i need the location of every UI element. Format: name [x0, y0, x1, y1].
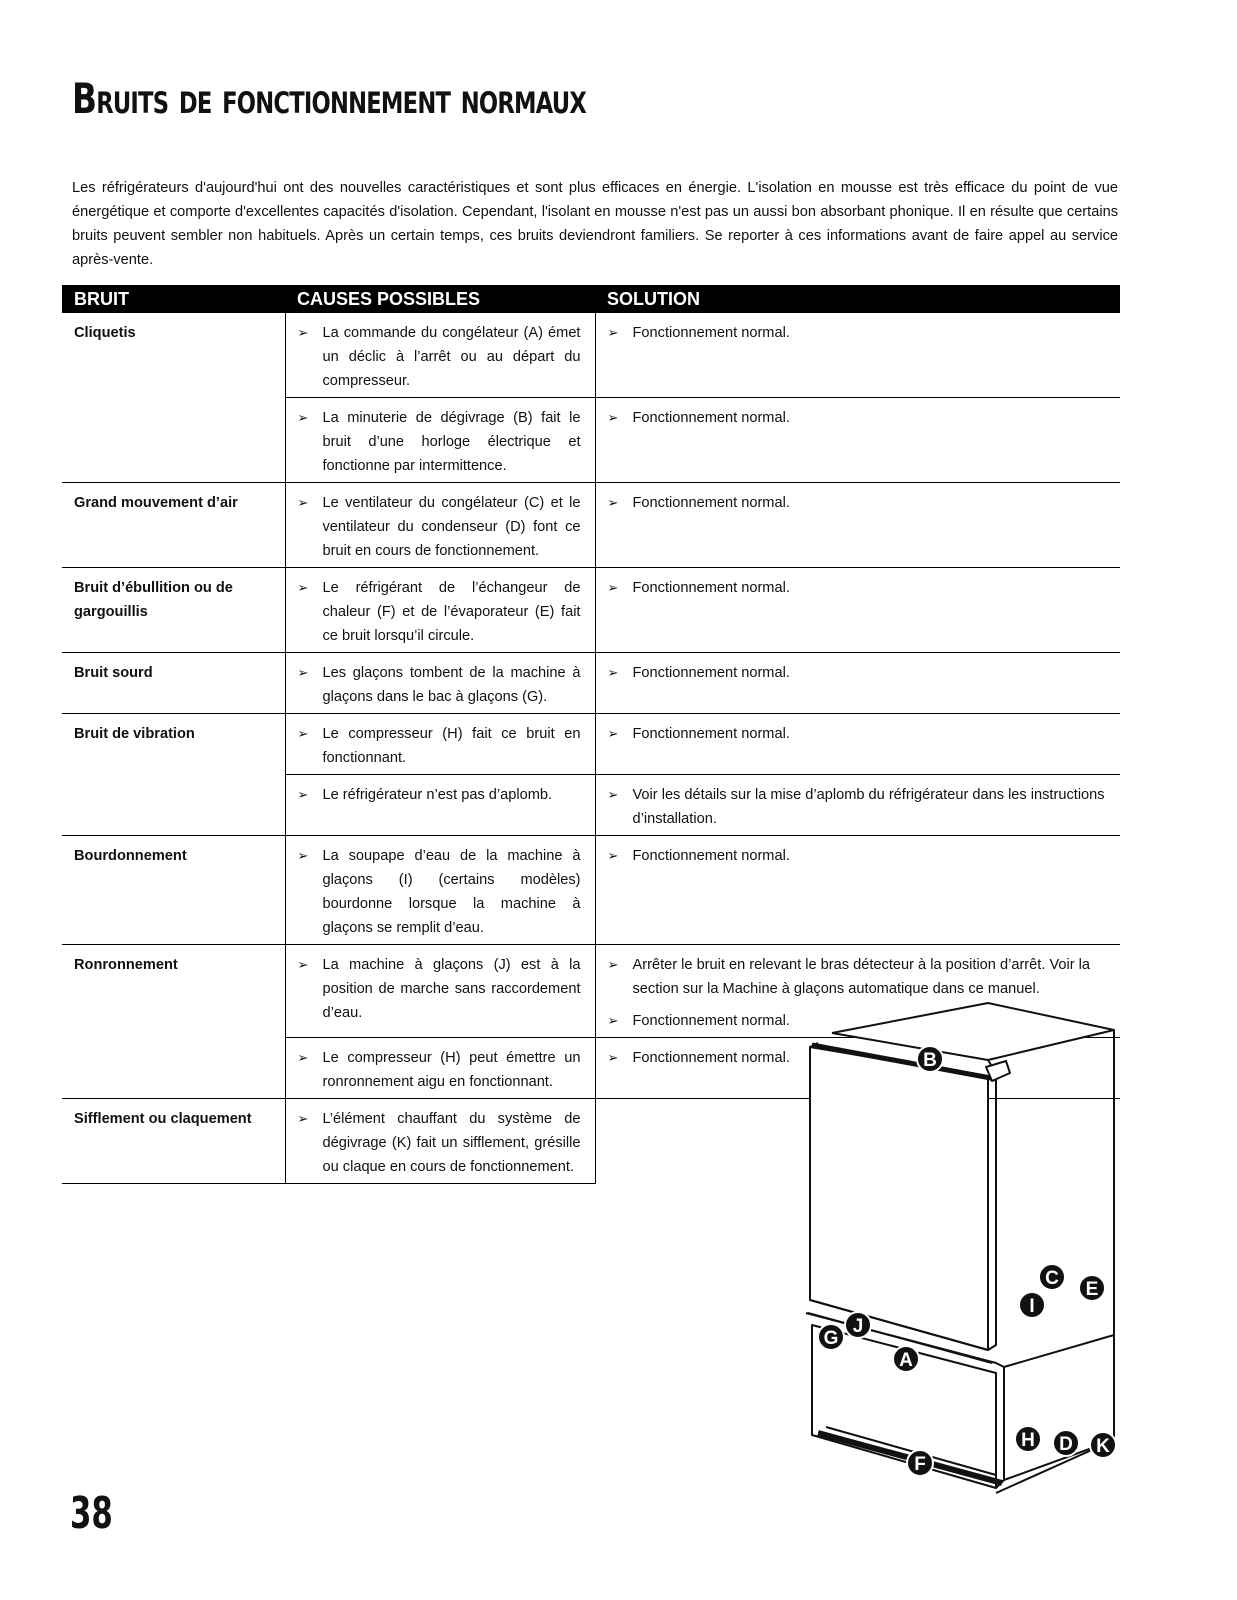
cause-text: Le compresseur (H) peut émettre un ronronnement aigu en fonctionnant. [322, 1050, 581, 1090]
arrowhead-bullet-icon: ➢ [297, 580, 309, 595]
table-row [62, 714, 1120, 775]
cause-text: Le ventilateur du congélateur (C) et le ventilateur du condenseur (D) font ce bruit en cours de fonctionnement. [322, 495, 581, 559]
arrowhead-bullet-icon: ➢ [607, 1050, 619, 1065]
solution-cell [595, 775, 1120, 836]
table-row [62, 483, 1120, 568]
arrowhead-bullet-icon: ➢ [607, 410, 619, 425]
diagram-label-text: A [899, 1350, 913, 1371]
arrowhead-bullet-icon: ➢ [297, 1050, 309, 1065]
diagram-label-text: E [1085, 1279, 1099, 1300]
diagram-label-text: H [1021, 1430, 1035, 1451]
diagram-label-text: C [1045, 1268, 1059, 1289]
diagram-label-badge [907, 1450, 933, 1476]
solution-cell [595, 398, 1120, 483]
solution-cell [595, 653, 1120, 714]
cause-text: Les glaçons tombent de la machine à glaçons dans le bac à glaçons (G). [322, 665, 581, 705]
cause-text: L’élément chauffant du système de dégivrage (K) fait un sifflement, grésille ou claque en cours de fonctionnement. [322, 1111, 581, 1175]
noise-cell: Grand mouvement d’air [62, 483, 285, 568]
cause-cell [285, 568, 595, 653]
solution-text: Fonctionnement normal. [632, 1013, 790, 1029]
table-header-row [62, 285, 1120, 313]
diagram-label-badge [1019, 1292, 1045, 1318]
cause-cell [285, 836, 595, 945]
diagram-label-text: F [914, 1454, 926, 1475]
page-title: Bruits de fonctionnement normaux [72, 74, 587, 123]
arrowhead-bullet-icon: ➢ [297, 1111, 309, 1126]
table-row [62, 653, 1120, 714]
noise-cell: Cliquetis [74, 325, 136, 341]
refrigerator-diagram [796, 995, 1126, 1505]
solution-cell [595, 568, 1120, 653]
cause-cell [285, 398, 595, 483]
header-causes: CAUSES POSSIBLES [285, 285, 595, 313]
table-row [62, 568, 1120, 653]
arrowhead-bullet-icon: ➢ [607, 787, 619, 802]
cause-text: Le réfrigérateur n’est pas d’aplomb. [322, 787, 553, 803]
arrowhead-bullet-icon: ➢ [297, 665, 309, 680]
arrowhead-bullet-icon: ➢ [607, 1013, 619, 1028]
cause-cell [285, 714, 595, 775]
solution-cell [595, 714, 1120, 775]
diagram-label-text: B [923, 1050, 937, 1071]
arrowhead-bullet-icon: ➢ [297, 495, 309, 510]
intro-paragraph: Les réfrigérateurs d'aujourd'hui ont des nouvelles caractéristiques et sont plus efficaces en énergie. L'isolation en mousse est très efficace du point de vue énergétique et comporte d'excellentes capacités d'isolation. Cependant, l'isolant en mousse n'est pas un aussi bon absorbant phonique. Il en résulte que certains bruits peuvent sembler non habituels. Après un certain temps, ces bruits deviendront familiers. Se reporter à ces informations avant de faire appel au service après-vente. [72, 180, 1118, 268]
cause-text: La soupape d’eau de la machine à glaçons (I) (certains modèles) bourdonne lorsque la machine à glaçons se remplit d’eau. [322, 848, 581, 936]
noise-cell: Sifflement ou claquement [62, 1099, 285, 1184]
diagram-label-text: G [823, 1328, 839, 1349]
solution-text: Fonctionnement normal. [632, 726, 790, 742]
cause-cell [285, 483, 595, 568]
cause-cell [285, 1038, 595, 1099]
diagram-label-badge [1090, 1432, 1116, 1458]
diagram-label-text: K [1096, 1436, 1110, 1457]
solution-text: Fonctionnement normal. [632, 495, 790, 511]
arrowhead-bullet-icon: ➢ [297, 726, 309, 741]
arrowhead-bullet-icon: ➢ [297, 848, 309, 863]
header-solution: SOLUTION [595, 285, 1120, 313]
diagram-label-badge [1053, 1430, 1079, 1456]
solution-text: Fonctionnement normal. [632, 665, 790, 681]
arrowhead-bullet-icon: ➢ [297, 787, 309, 802]
cause-text: Le compresseur (H) fait ce bruit en fonctionnant. [322, 726, 581, 766]
solution-text: Fonctionnement normal. [632, 848, 790, 864]
cause-text: La commande du congélateur (A) émet un déclic à l’arrêt ou au départ du compresseur. [322, 325, 581, 389]
noise-cell: Bourdonnement [62, 836, 285, 945]
cause-cell [285, 313, 595, 398]
noise-cell: Bruit sourd [62, 653, 285, 714]
arrowhead-bullet-icon: ➢ [297, 410, 309, 425]
cause-cell [285, 775, 595, 836]
noise-cell: Ronronnement [62, 945, 285, 1038]
diagram-label-text: D [1059, 1434, 1073, 1455]
table-row [62, 836, 1120, 945]
solution-text: Arrêter le bruit en relevant le bras détecteur à la position d’arrêt. Voir la section sur la Machine à glaçons automatique dans ce manuel. [632, 957, 1091, 997]
cause-text: La minuterie de dégivrage (B) fait le bruit d’une horloge électrique et fonctionne par intermittence. [322, 410, 581, 474]
solution-text: Voir les détails sur la mise d’aplomb du réfrigérateur dans les instructions d’installation. [632, 787, 1105, 827]
arrowhead-bullet-icon: ➢ [607, 726, 619, 741]
arrowhead-bullet-icon: ➢ [607, 580, 619, 595]
diagram-label-badge [818, 1324, 844, 1350]
arrowhead-bullet-icon: ➢ [607, 848, 619, 863]
solution-text: Fonctionnement normal. [632, 1050, 790, 1066]
arrowhead-bullet-icon: ➢ [607, 495, 619, 510]
page-number: 38 [70, 1488, 113, 1539]
solution-text: Fonctionnement normal. [632, 410, 790, 426]
diagram-label-badge [1039, 1264, 1065, 1290]
arrowhead-bullet-icon: ➢ [607, 665, 619, 680]
noise-cell: Bruit de vibration [62, 714, 285, 775]
diagram-label-badge [1015, 1426, 1041, 1452]
arrowhead-bullet-icon: ➢ [607, 325, 619, 340]
arrowhead-bullet-icon: ➢ [607, 957, 619, 972]
diagram-label-text: I [1029, 1296, 1035, 1317]
solution-cell [595, 836, 1120, 945]
arrowhead-bullet-icon: ➢ [297, 957, 309, 972]
cause-cell [285, 653, 595, 714]
diagram-label-badge [845, 1312, 871, 1338]
table-row [62, 398, 1120, 483]
arrowhead-bullet-icon: ➢ [297, 325, 309, 340]
diagram-label-text: J [852, 1316, 864, 1337]
solution-cell [595, 483, 1120, 568]
noise-cell [62, 775, 285, 836]
cause-text: La machine à glaçons (J) est à la position de marche sans raccordement d’eau. [322, 957, 581, 1021]
diagram-label-badge [917, 1046, 943, 1072]
table-row [62, 775, 1120, 836]
noise-cell [62, 1038, 285, 1099]
cause-cell [285, 945, 595, 1038]
diagram-label-badge [893, 1346, 919, 1372]
diagram-label-badge [1079, 1275, 1105, 1301]
solution-text: Fonctionnement normal. [632, 580, 790, 596]
noise-cell [62, 398, 285, 483]
cause-text: Le réfrigérant de l’échangeur de chaleur (F) et de l’évaporateur (E) fait ce bruit lorsqu’il circule. [322, 580, 581, 644]
noise-cell: Bruit d’ébullition ou de gargouillis [62, 568, 285, 653]
header-bruit: BRUIT [62, 285, 285, 313]
table-row [62, 313, 1120, 398]
solution-text: Fonctionnement normal. [632, 325, 790, 341]
cause-cell [285, 1099, 595, 1184]
solution-cell [595, 313, 1120, 398]
